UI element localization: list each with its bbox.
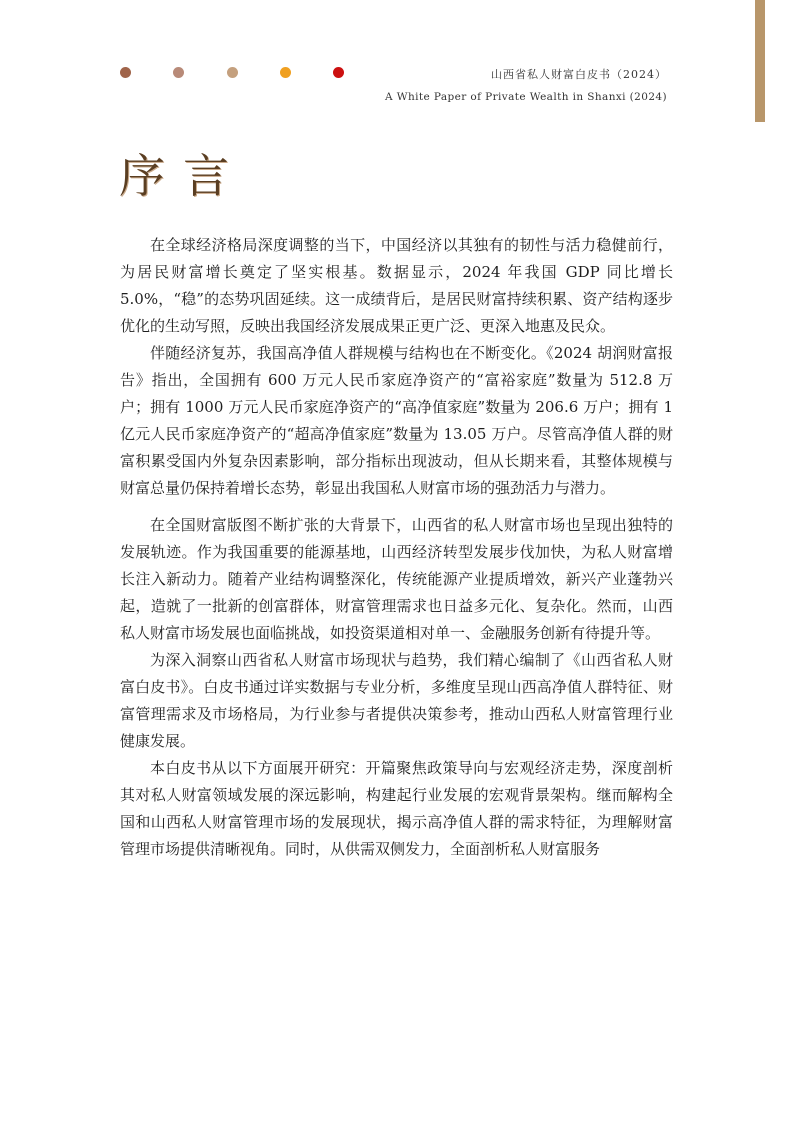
paragraph-1: 在全球经济格局深度调整的当下，中国经济以其独有的韧性与活力稳健前行，为居民财富增长奠定了坚实根基。数据显示，2024 年我国 GDP 同比增长 5.0%，“稳”的态势巩固延续。这一成绩背后，是居民财富持续积累、资产结构逐步优化的生动写照，反映出我国经济发展成果正更广泛、更深入地惠及民众。 [120,236,673,335]
paragraph-5: 本白皮书从以下方面展开研究：开篇聚焦政策导向与宏观经济走势，深度剖析其对私人财富领域发展的深远影响，构建起行业发展的宏观背景架构。继而解构全国和山西私人财富管理市场的发展现状，揭示高净值人群的需求特征，为理解财富管理市场提供清晰视角。同时，从供需双侧发力，全面剖析私人财富服务 [120,759,673,858]
header-title-en: A White Paper of Private Wealth in Shanxi (2024) [385,91,667,103]
dot-4 [280,67,291,78]
paragraph-3: 在全国财富版图不断扩张的大背景下，山西省的私人财富市场也呈现出独特的发展轨迹。作为我国重要的能源基地，山西经济转型发展步伐加快，为私人财富增长注入新动力。随着产业结构调整深化，传统能源产业提质增效，新兴产业蓬勃兴起，造就了一批新的创富群体，财富管理需求也日益多元化、复杂化。然而，山西私人财富市场发展也面临挑战，如投资渠道相对单一、金融服务创新有待提升等。 [120,516,673,642]
dot-1 [120,67,131,78]
dot-5 [333,67,344,78]
side-accent-bar [755,0,765,122]
paragraph-4: 为深入洞察山西省私人财富市场现状与趋势，我们精心编制了《山西省私人财富白皮书》。白皮书通过详实数据与专业分析，多维度呈现山西高净值人群特征、财富管理需求及市场格局，为行业参与者提供决策参考，推动山西私人财富管理行业健康发展。 [120,651,673,750]
dot-2 [173,67,184,78]
section-title: 序言 [119,149,247,203]
dot-3 [227,67,238,78]
preface-body [120,232,673,863]
paragraph-2: 伴随经济复苏，我国高净值人群规模与结构也在不断变化。《2024 胡润财富报告》指出，全国拥有 600 万元人民币家庭净资产的“富裕家庭”数量为 512.8 万户；拥有 1000 万元人民币家庭净资产的“高净值家庭”数量为 206.6 万户；拥有 1 亿元人民币家庭净资产的“超高净值家庭”数量为 13.05 万户。尽管高净值人群的财富积累受国内外复杂因素影响，部分指标出现波动，但从长期来看，其整体规模与财富总量仍保持着增长态势，彰显出我国私人财富市场的强劲活力与潜力。 [120,344,673,497]
header-title-cn: 山西省私人财富白皮书（2024） [491,68,667,81]
